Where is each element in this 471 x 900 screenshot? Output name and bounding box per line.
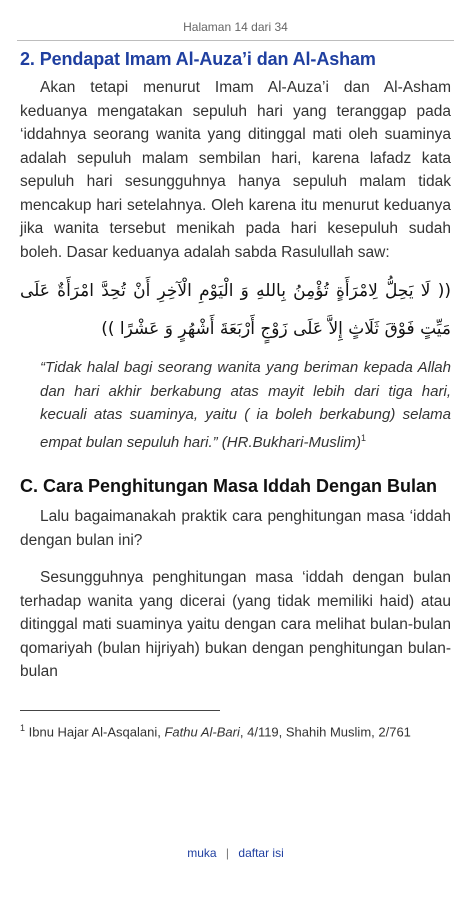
hadith-translation-text: “Tidak halal bagi seorang wanita yang beriman kepada Allah dan hari akhir berkabung atas mayit lebih dari tiga hari, kecuali atas suaminya, yaitu ( ia boleh berkabung) selama empat bulan sepuluh hari.” (HR.Bukhari-Muslim) xyxy=(40,359,451,451)
footnote-marker: 1 xyxy=(20,722,26,733)
footnote-author: Ibnu Hajar Al-Asqalani, xyxy=(25,723,165,739)
paragraph-question: Lalu bagaimanakah praktik cara penghitungan masa ‘iddah dengan bulan ini? xyxy=(20,508,451,549)
table-of-contents-link[interactable]: daftar isi xyxy=(238,846,284,860)
footnote xyxy=(20,719,451,741)
page-number-label: Halaman 14 dari 34 xyxy=(183,20,288,34)
nav-separator: | xyxy=(225,846,230,860)
arabic-hadith: (( لَا يَحِلُّ لِامْرَأَةٍ تُؤْمِنُ بِاللهِ وَ الْيَوْمِ الْآخِرِ أَنْ تُحِدَّ امْرَأَةٌ عَلَى مَيِّتٍ فَوْقَ ثَلَاثٍ إِلاَّ عَلَى زَوْجٍ أَرْبَعَةَ أَشْهُرٍ وَ عَشْرًا )) xyxy=(20,281,451,339)
paragraph-explanation: Sesungguhnya penghitungan masa ‘iddah dengan bulan terhadap wanita yang dicerai (yang tidak memiliki haid) atau ditinggal mati suaminya yaitu dengan cara melihat bulan-bulan qomariyah (bulan hijriyah) bukan dengan penghitungan bulan-bulan xyxy=(20,569,451,680)
footnote-reference: , 4/119, Shahih Muslim, 2/761 xyxy=(239,723,411,739)
section-heading: C. Cara Penghitungan Masa Iddah Dengan Bulan xyxy=(20,476,438,496)
hadith-translation xyxy=(20,356,451,454)
paragraph-auzai: Akan tetapi menurut Imam Al-Auza’i dan Al-Asham keduanya mengatakan sepuluh hari yang teranggap pada ‘iddahnya seorang wanita yang ditinggal mati oleh suaminya adalah sepuluh malam sembilan hari, karena lafadz kata sepuluh hari sesungguhnya hanya sepuluh malam tidak mencakup hari setelahnya. Oleh karena itu menurut keduanya jika wanita tersebut menikah pada hari kesepuluh sudah boleh. Dasar keduanya adalah sabda Rasulullah saw: xyxy=(20,79,451,261)
home-link[interactable]: muka xyxy=(187,846,217,860)
bottom-navigation xyxy=(0,846,471,860)
header-divider xyxy=(17,40,454,41)
page-header xyxy=(0,0,471,38)
footnote-divider xyxy=(20,710,220,711)
footnote-ref[interactable]: 1 xyxy=(360,432,366,443)
footnote-book-title: Fathu Al-Bari xyxy=(164,723,240,739)
page-content xyxy=(0,49,471,684)
subheading: 2. Pendapat Imam Al-Auza’i dan Al-Asham xyxy=(20,49,376,69)
